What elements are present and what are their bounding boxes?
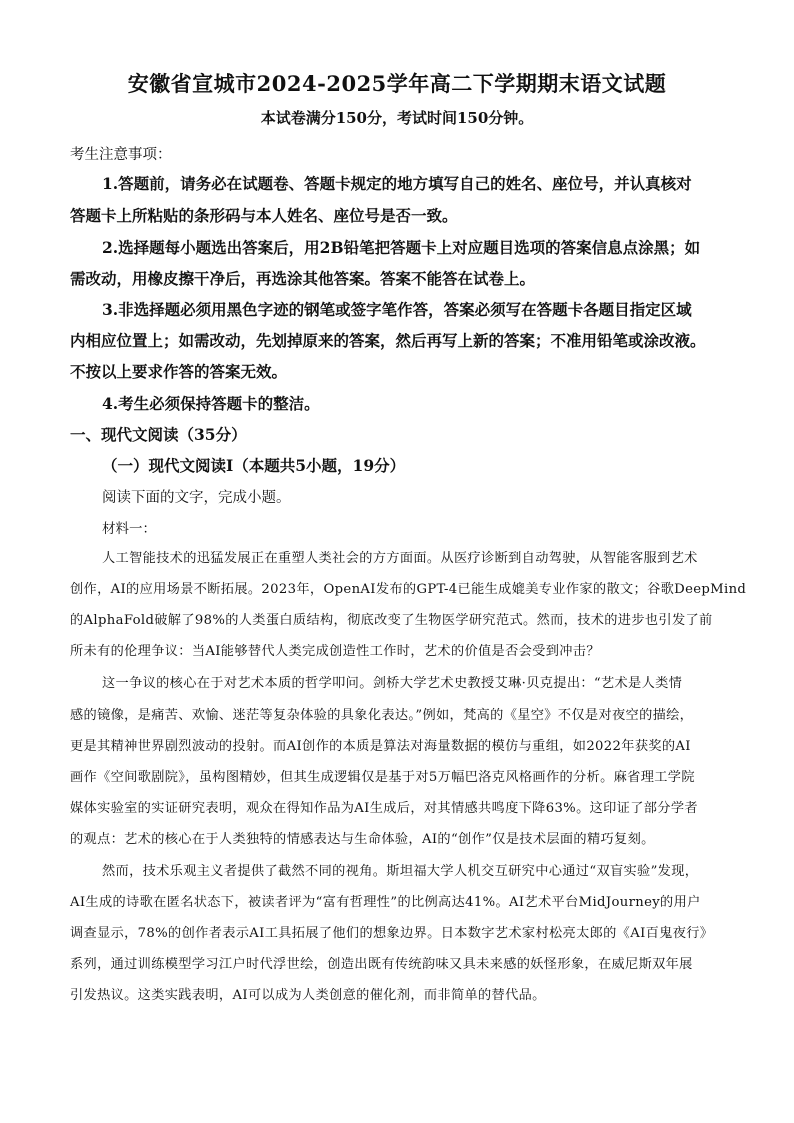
passage-line: 系列，通过训练模型学习江户时代浮世绘，创造出既有传统韵味又具未来感的妖怪形象，在威尼斯双年展	[70, 957, 693, 972]
passage-line: 更是其精神世界剧烈波动的投射。而AI创作的本质是算法对海量数据的模仿与重组，如2022年获奖的AI	[70, 739, 691, 754]
exam-subtitle: 本试卷满分150分，考试时间150分钟。	[260, 109, 534, 127]
notice-line: 3.非选择题必须用黑色字迹的钢笔或签字笔作答，答案必须写在答题卡各题目指定区域	[102, 300, 692, 319]
section-subheading: （一）现代文阅读Ⅰ（本题共5小题，19分）	[102, 456, 406, 475]
passage-line: 这一争议的核心在于对艺术本质的哲学叩问。剑桥大学艺术史教授艾琳·贝克提出：“艺术是人类情	[102, 676, 683, 691]
passage-line: 引发热议。这类实践表明，AI可以成为人类创意的催化剂，而非简单的替代品。	[70, 988, 546, 1003]
section-heading: 一、现代文阅读（35分）	[70, 425, 247, 444]
notice-line: 需改动，用橡皮擦干净后，再选涂其他答案。答案不能答在试卷上。	[70, 269, 536, 288]
notice-line: 2.选择题每小题选出答案后，用2B铅笔把答题卡上对应题目选项的答案信息点涂黑；如	[102, 238, 701, 257]
passage-line: 画作《空间歌剧院》，虽构图精妙，但其生成逻辑仅是基于对5万幅巴洛克风格画作的分析。麻省理工学院	[70, 770, 695, 785]
notice-line: 答题卡上所粘贴的条形码与本人姓名、座位号是否一致。	[70, 206, 458, 225]
passage-line: 调查显示，78%的创作者表示AI工具拓展了他们的想象边界。日本数字艺术家村松亮太郎的《AI百鬼夜行》	[70, 926, 714, 941]
passage-line: 的AlphaFold破解了98%的人类蛋白质结构，彻底改变了生物医学研究范式。然而，技术的进步也引发了前	[70, 613, 713, 628]
passage-line: 所未有的伦理争议：当AI能够替代人类完成创造性工作时，艺术的价值是否会受到冲击？	[70, 644, 600, 659]
passage-line: 人工智能技术的迅猛发展正在重塑人类社会的方方面面。从医疗诊断到自动驾驶，从智能客服到艺术	[102, 551, 698, 566]
notice-line: 不按以上要求作答的答案无效。	[70, 362, 288, 381]
material-label: 材料一：	[102, 521, 156, 537]
reading-instruction: 阅读下面的文字，完成小题。	[102, 490, 291, 506]
notice-line: 4.考生必须保持答题卡的整洁。	[102, 394, 320, 413]
passage-line: 的观点：艺术的核心在于人类独特的情感表达与生命体验，AI的“创作”仅是技术层面的精巧复刻。	[70, 832, 655, 847]
passage-line: 创作，AI的应用场景不断拓展。2023年，OpenAI发布的GPT-4已能生成媲美专业作家的散文；谷歌DeepMind	[70, 582, 747, 597]
passage-line: 然而，技术乐观主义者提供了截然不同的视角。斯坦福大学人机交互研究中心通过“双盲实验”发现，	[102, 864, 699, 879]
notice-heading: 考生注意事项：	[70, 147, 172, 163]
notice-line: 1.答题前，请务必在试题卷、答题卡规定的地方填写自己的姓名、座位号，并认真核对	[102, 174, 692, 193]
passage-line: AI生成的诗歌在匿名状态下，被读者评为“富有哲理性”的比例高达41%。AI艺术平台MidJourney的用户	[70, 895, 701, 910]
notice-line: 内相应位置上；如需改动，先划掉原来的答案，然后再写上新的答案；不准用铅笔或涂改液。	[70, 331, 706, 350]
passage-line: 媒体实验室的实证研究表明，观众在得知作品为AI生成后，对其情感共鸣度下降63%。这印证了部分学者	[70, 801, 698, 816]
exam-title: 安徽省宣城市2024-2025学年高二下学期期末语文试题	[127, 71, 667, 96]
passage-line: 感的镜像，是痛苦、欢愉、迷茫等复杂体验的具象化表达。”例如，梵高的《星空》不仅是对夜空的描绘，	[70, 708, 694, 723]
